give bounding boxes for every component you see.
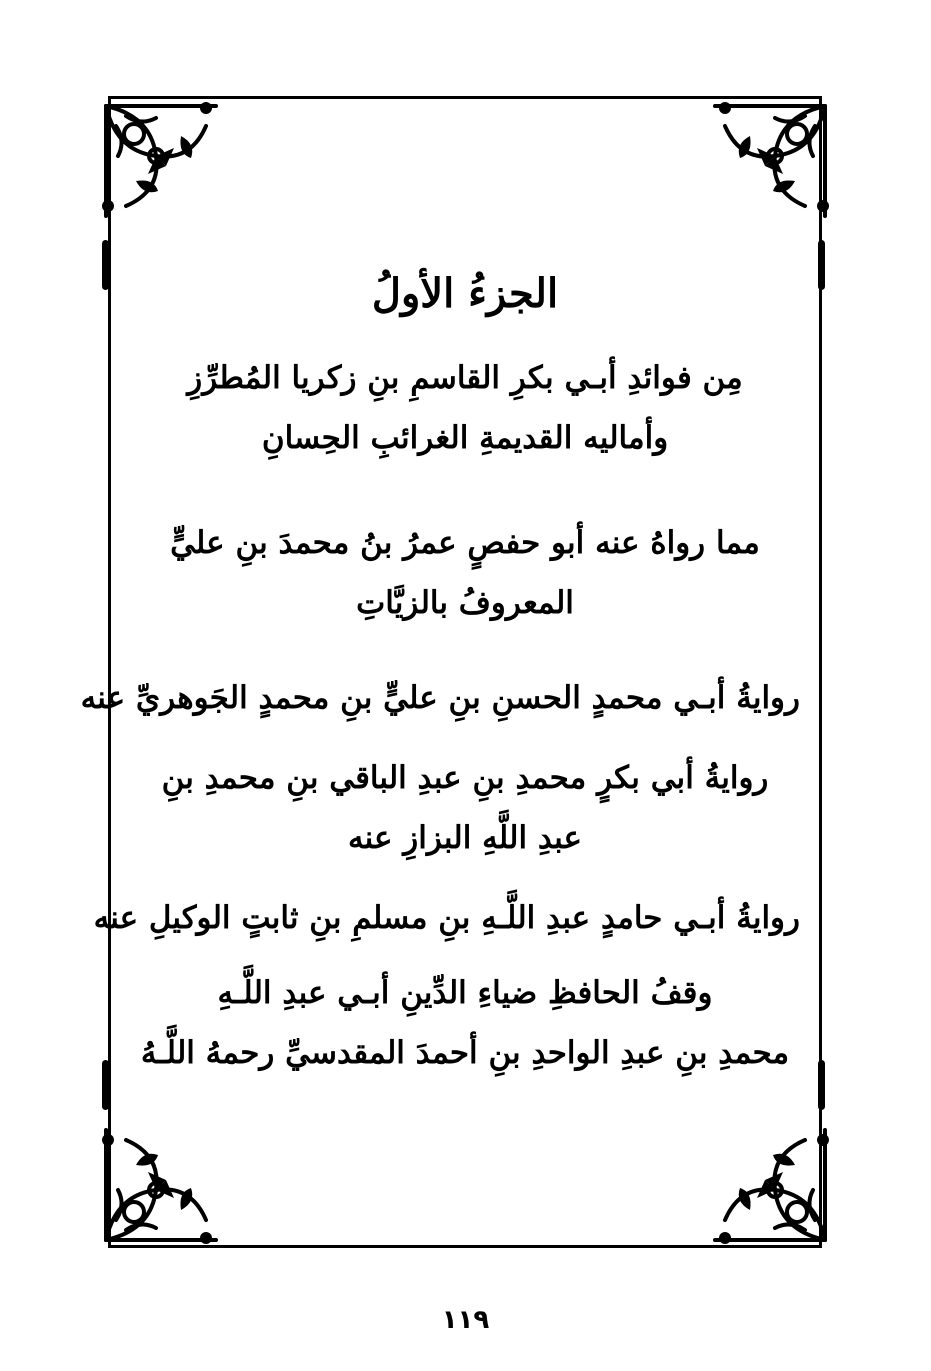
chain-item-2-line-1: روايةُ أبي بكرٍ محمدِ بنِ عبدِ الباقي بنِ محمدِ بنِ [161, 760, 769, 796]
book-title-line-2: وأماليه القديمةِ الغرائبِ الحِسانِ [261, 420, 669, 456]
title-page-content [80, 0, 800, 1371]
right-border-ornament-top [818, 240, 825, 290]
chain-item-2-line-2: عبدِ اللَّهِ البزازِ عنه [347, 820, 582, 856]
endowment-line-1: وقفُ الحافظِ ضياءِ الدِّينِ أبـي عبدِ اللَّـهِ [217, 975, 713, 1011]
chain-item-3: روايةُ أبـي حامدٍ عبدِ اللَّـهِ بنِ مسلمِ بنِ ثابتٍ الوكيلِ عنه [93, 900, 800, 936]
narrator-line-1: مما رواهُ عنه أبو حفصٍ عمرُ بنُ محمدَ بنِ عليٍّ [170, 525, 760, 561]
right-border-ornament-bottom [818, 1060, 825, 1110]
page-number: ١١٩ [441, 1305, 490, 1335]
chain-item-1: روايةُ أبـي محمدٍ الحسنِ بنِ عليٍّ بنِ محمدٍ الجَوهريِّ عنه [80, 680, 800, 716]
narrator-line-2: المعروفُ بالزيَّاتِ [356, 585, 574, 621]
left-border-ornament-bottom [102, 1060, 109, 1110]
book-title-line-1: مِن فوائدِ أبـي بكرِ القاسمِ بنِ زكريا المُطرِّزِ [187, 360, 743, 396]
endowment-line-2: محمدِ بنِ عبدِ الواحدِ بنِ أحمدَ المقدسيِّ رحمهُ اللَّـهُ [140, 1035, 790, 1071]
page-heading: الجزءُ الأولُ [371, 270, 559, 317]
left-border-ornament-top [102, 240, 109, 290]
